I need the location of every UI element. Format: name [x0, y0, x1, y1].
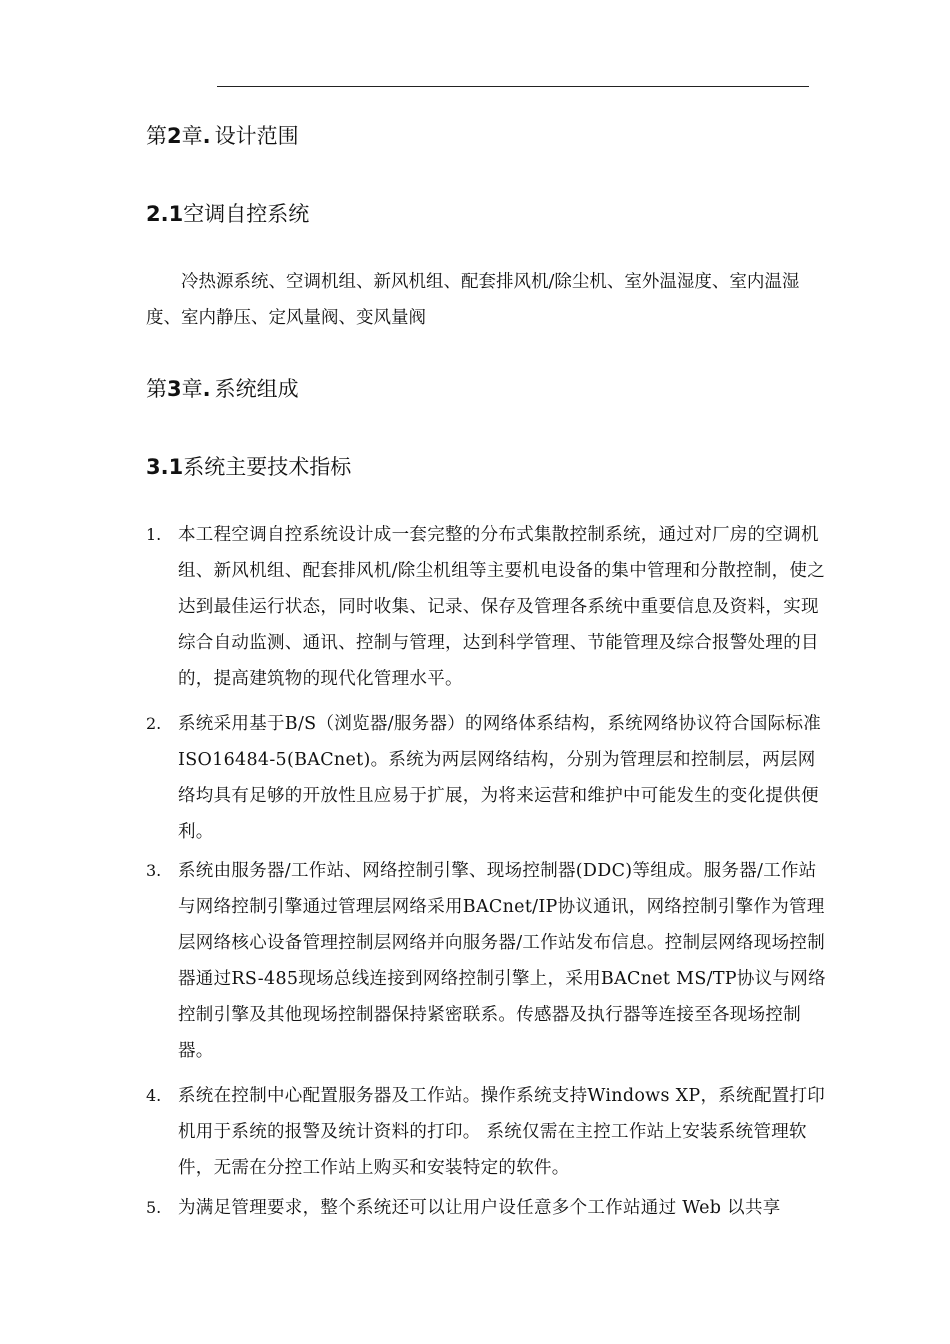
list-item-text: 系统采用基于B/S（浏览器/服务器）的网络体系结构，系统网络协议符合国际标准ISO16484-5(BACnet)。系统为两层网络结构，分别为管理层和控制层，两层网络均具有足够的开放性且应易于扩展，为将来运营和维护中可能发生的变化提供便利。	[178, 714, 822, 842]
list-item-text: 系统由服务器/工作站、网络控制引擎、现场控制器(DDC)等组成。服务器/工作站与网络控制引擎通过管理层网络采用BACnet/IP协议通讯，网络控制引擎作为管理层网络核心设备管理控制层网络并向服务器/工作站发布信息。控制层网络现场控制器通过RS-485现场总线连接到网络控制引擎上，采用BACnet MS/TP协议与网络控制引擎及其他现场控制器保持紧密联系。传感器及执行器等连接至各现场控制器。	[178, 861, 826, 1061]
list-item	[146, 517, 826, 697]
list-item	[146, 706, 826, 850]
header-rule	[217, 86, 809, 87]
chapter-prefix: 第	[146, 124, 167, 148]
chapter-number: 3	[167, 377, 182, 401]
chapter-3-heading	[146, 375, 299, 403]
list-marker: 2.	[146, 714, 162, 733]
chapter-title: 系统组成	[214, 377, 299, 401]
chapter-suffix: 章	[181, 124, 203, 148]
list-marker: 3.	[146, 861, 162, 880]
chapter-dot: .	[202, 377, 211, 401]
list-marker: 1.	[146, 525, 162, 544]
chapter-dot: .	[202, 124, 211, 148]
list-item	[146, 853, 826, 1069]
chapter-title: 设计范围	[214, 124, 299, 148]
chapter-prefix: 第	[146, 377, 167, 401]
list-item-text: 系统在控制中心配置服务器及工作站。操作系统支持Windows XP，系统配置打印机用于系统的报警及统计资料的打印。 系统仅需在主控工作站上安装系统管理软件，无需在分控工作站上购买和安装特定的软件。	[178, 1086, 826, 1178]
list-item	[146, 1190, 826, 1226]
section-number: 2.1	[146, 202, 184, 226]
list-item-text: 为满足管理要求，整个系统还可以让用户设任意多个工作站通过 Web 以共享	[178, 1198, 781, 1218]
section-2-1-heading	[146, 200, 309, 228]
chapter-2-heading	[146, 122, 299, 150]
list-marker: 5.	[146, 1198, 162, 1217]
list-item	[146, 1078, 826, 1186]
section-title: 空调自控系统	[183, 202, 310, 226]
chapter-number: 2	[167, 124, 182, 148]
section-title: 系统主要技术指标	[183, 455, 352, 479]
chapter-suffix: 章	[181, 377, 203, 401]
list-item-text: 本工程空调自控系统设计成一套完整的分布式集散控制系统，通过对厂房的空调机组、新风机组、配套排风机/除尘机组等主要机电设备的集中管理和分散控制，使之达到最佳运行状态，同时收集、记录、保存及管理各系统中重要信息及资料，实现综合自动监测、通讯、控制与管理，达到科学管理、节能管理及综合报警处理的目的，提高建筑物的现代化管理水平。	[178, 525, 825, 689]
list-marker: 4.	[146, 1086, 162, 1105]
section-2-1-body: 冷热源系统、空调机组、新风机组、配套排风机/除尘机、室外温湿度、室内温湿度、室内静压、定风量阀、变风量阀	[146, 272, 800, 328]
section-3-1-heading	[146, 453, 351, 481]
section-number: 3.1	[146, 455, 184, 479]
